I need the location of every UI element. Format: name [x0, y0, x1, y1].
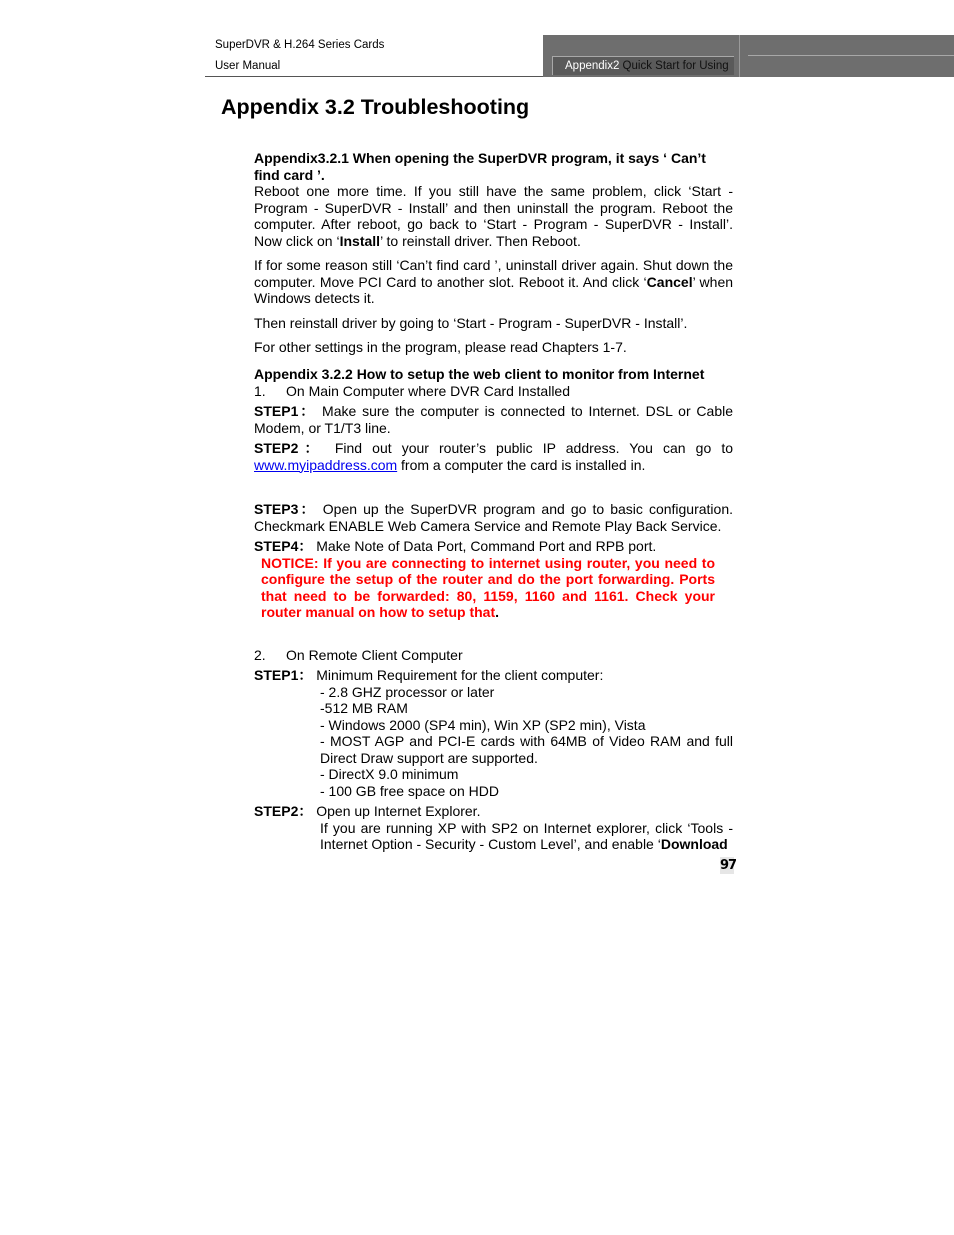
paragraph: Then reinstall driver by going to ‘Start - Program - SuperDVR - Install’.: [254, 314, 688, 331]
notice-body: NOTICE: If you are connecting to internet using router, you need to configure the setup of the router and do the port forwarding. Ports that need to be forwarded: 80, 1159, 1160 and 1161. Check your router manual on how to setup that: [261, 554, 715, 620]
header-section-tab: [552, 56, 734, 75]
notice-period: .: [495, 604, 500, 620]
step: [254, 803, 733, 820]
list-item: [254, 383, 733, 400]
step: [254, 667, 733, 684]
list-number: 1.: [254, 382, 266, 399]
paragraph-text: If for some reason still ‘Can’t find card ’, uninstall driver again. Shut down the computer. Move PCI Card to another slot. Reboot it. And click ‘: [254, 257, 733, 290]
page-title: Appendix 3.2 Troubleshooting: [221, 95, 530, 119]
step-detail-text: If you are running XP with SP2 on Internet explorer, click ‘Tools - Internet Option - Security - Custom Level’, and enable ‘: [320, 819, 733, 852]
step-text: Find out your router’s public IP address. You can go to: [324, 440, 734, 456]
step: [254, 538, 733, 555]
step-label: STEP2：: [254, 803, 313, 819]
list-item-text: On Main Computer where DVR Card Installed: [286, 382, 571, 399]
paragraph-text: ’ to reinstall driver. Then Reboot.: [380, 232, 581, 249]
step-text: Open up the SuperDVR program and go to basic configuration. Checkmark ENABLE Web Camera Service and Remote Play Back Service.: [254, 501, 733, 534]
step: [254, 403, 733, 436]
step-label: STEP1：: [254, 403, 317, 419]
download-term: Download: [660, 836, 728, 852]
header-band-line: [748, 55, 954, 56]
step-label: STEP1：: [254, 667, 313, 683]
paragraph-text: Reboot one more time. If you still have the same problem, click ‘Start - Program - SuperDVR - Install’ and then uninstall the program. Reboot the computer. After reboot, go back to ‘Start - Program - SuperDVR - Install’. Now click on ‘: [254, 183, 733, 249]
step: [254, 501, 733, 534]
requirements-list: [320, 684, 733, 800]
requirement-item: - 100 GB free space on HDD: [320, 782, 499, 799]
step-text: Make sure the computer is connected to Internet. DSL or Cable Modem, or T1/T3 line.: [254, 403, 734, 436]
header-subtitle: User Manual: [215, 60, 281, 72]
step-text: Make Note of Data Port, Command Port and RPB port.: [312, 538, 657, 554]
cancel-term: Cancel: [646, 273, 693, 290]
step-label: STEP4：: [254, 538, 313, 554]
list-item-text: On Remote Client Computer: [286, 646, 463, 663]
requirement-item: - MOST AGP and PCI-E cards with 64MB of Video RAM and full Direct Draw support are supported.: [320, 733, 733, 766]
requirement-item: -512 MB RAM: [320, 700, 408, 716]
section-heading: Appendix3.2.1 When opening the SuperDVR program, it says ‘ Can’t find card ’.: [254, 150, 706, 183]
header-tab-appendix: Appendix2: [565, 60, 620, 72]
notice-text: [261, 555, 715, 621]
header-band-separator: [739, 35, 740, 77]
requirement-item: - DirectX 9.0 minimum: [320, 766, 459, 782]
list-item: [254, 647, 733, 664]
paragraph: For other settings in the program, please read Chapters 1-7.: [254, 339, 627, 355]
paragraph-text: ’ when Windows detects it.: [254, 273, 734, 306]
paragraph: [254, 183, 733, 249]
header-tab-label: Quick Start for Using: [619, 60, 729, 72]
step-text: from a computer the card is installed in.: [397, 456, 646, 473]
header-title: SuperDVR & H.264 Series Cards: [215, 39, 385, 51]
requirement-item: - Windows 2000 (SP4 min), Win XP (SP2 min), Vista: [320, 716, 646, 733]
step-text: Minimum Requirement for the client computer:: [312, 667, 604, 683]
header-rule: [205, 76, 544, 77]
step: [254, 440, 733, 473]
step-label: STEP2：: [254, 440, 325, 456]
step-label: STEP3：: [254, 501, 317, 517]
step-text: Open up Internet Explorer.: [312, 803, 481, 819]
section-heading: Appendix 3.2.2 How to setup the web client to monitor from Internet: [254, 366, 705, 382]
list-number: 2.: [254, 646, 266, 663]
paragraph: [254, 257, 733, 307]
step-detail: [320, 820, 733, 853]
section-3-2-2: [254, 366, 733, 853]
section-3-2-1: [254, 150, 733, 356]
ip-address-link[interactable]: www.myipaddress.com: [254, 456, 398, 473]
requirement-item: - 2.8 GHZ processor or later: [320, 683, 495, 700]
page-number: 97: [720, 858, 737, 873]
install-term: Install: [339, 232, 381, 249]
